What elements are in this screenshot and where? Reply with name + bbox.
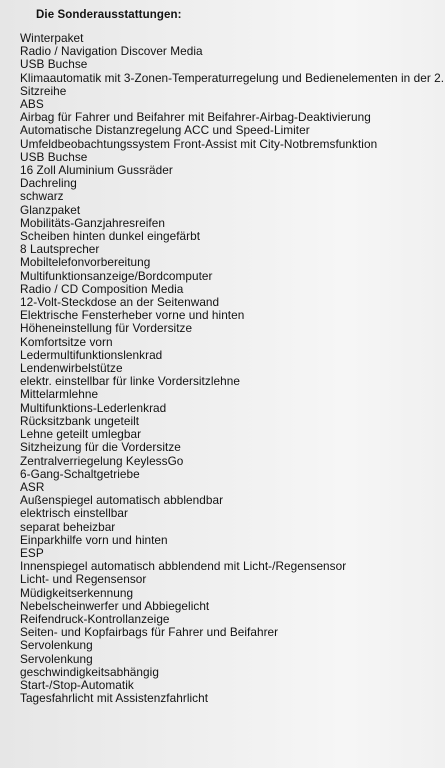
- list-item: Radio / Navigation Discover Media: [20, 45, 203, 59]
- list-item: ASR: [20, 480, 45, 494]
- list-item: Airbag für Fahrer und Beifahrer mit Beifahrer-Airbag-Deaktivierung: [20, 111, 371, 125]
- list-item: Tagesfahrlicht mit Assistenzfahrlicht: [20, 692, 209, 706]
- list-item: Licht- und Regensensor: [20, 573, 147, 587]
- list-item: Nebelscheinwerfer und Abbiegelicht: [20, 599, 210, 613]
- list-item: Radio / CD Composition Media: [20, 282, 184, 296]
- page-title: Die Sonderausstattungen:: [36, 9, 182, 21]
- list-item: Ledermultifunktionslenkrad: [20, 348, 163, 362]
- list-item: Sitzheizung für die Vordersitze: [20, 441, 181, 455]
- list-item: Komfortsitze vorn: [20, 335, 113, 349]
- list-item: Winterpaket: [20, 32, 84, 45]
- list-item: 6-Gang-Schaltgetriebe: [20, 467, 140, 481]
- list-item: separat beheizbar: [20, 520, 116, 534]
- list-item: 16 Zoll Aluminium Gussräder: [20, 164, 173, 178]
- list-item: Zentralverriegelung KeylessGo: [20, 454, 184, 468]
- list-item: Reifendruck-Kontrollanzeige: [20, 612, 170, 626]
- list-item: ESP: [20, 546, 44, 560]
- list-item: Sitzreihe: [20, 84, 67, 98]
- list-item: Mobiltelefonvorbereitung: [20, 256, 151, 270]
- feature-list: [20, 32, 445, 705]
- list-item: Multifunktions-Lederlenkrad: [20, 401, 167, 415]
- list-item: 8 Lautsprecher: [20, 243, 100, 257]
- list-item: Lehne geteilt umlegbar: [20, 428, 142, 442]
- list-item: ABS: [20, 98, 44, 112]
- list-item: Servolenkung: [20, 652, 93, 666]
- list-item: Automatische Distanzregelung ACC und Speed-Limiter: [20, 124, 310, 138]
- list-item: Elektrische Fensterheber vorne und hinten: [20, 309, 245, 323]
- list-item: Dachreling: [20, 177, 77, 191]
- list-item: Servolenkung: [20, 639, 93, 653]
- list-item: Rücksitzbank ungeteilt: [20, 414, 140, 428]
- list-item: Höheneinstellung für Vordersitze: [20, 322, 193, 336]
- list-item: Seiten- und Kopfairbags für Fahrer und Beifahrer: [20, 626, 279, 640]
- list-item: USB Buchse: [20, 58, 88, 72]
- list-item: Umfeldbeobachtungssystem Front-Assist mit City-Notbremsfunktion: [20, 137, 378, 151]
- list-item: Multifunktionsanzeige/Bordcomputer: [20, 269, 213, 283]
- list-item: geschwindigkeitsabhängig: [20, 665, 159, 679]
- list-item: Mobilitäts-Ganzjahresreifen: [20, 216, 165, 230]
- list-item: USB Buchse: [20, 150, 88, 164]
- list-item: Einparkhilfe vorn und hinten: [20, 533, 168, 547]
- list-item: Innenspiegel automatisch abblendend mit Licht-/Regensensor: [20, 560, 347, 574]
- list-item: Scheiben hinten dunkel eingefärbt: [20, 230, 201, 244]
- list-item: 12-Volt-Steckdose an der Seitenwand: [20, 296, 220, 310]
- list-item: Glanzpaket: [20, 203, 81, 217]
- list-item: Klimaautomatik mit 3-Zonen-Temperaturregelung und Bedienelementen in der 2.: [20, 71, 445, 85]
- list-item: Müdigkeitserkennung: [20, 586, 134, 600]
- list-item: Außenspiegel automatisch abblendbar: [20, 494, 224, 508]
- list-item: Mittelarmlehne: [20, 388, 99, 402]
- list-item: elektr. einstellbar für linke Vordersitzlehne: [20, 375, 240, 389]
- list-item: schwarz: [20, 190, 64, 204]
- list-item: elektrisch einstellbar: [20, 507, 128, 521]
- list-item: Start-/Stop-Automatik: [20, 678, 134, 692]
- list-item: Lendenwirbelstütze: [20, 362, 123, 376]
